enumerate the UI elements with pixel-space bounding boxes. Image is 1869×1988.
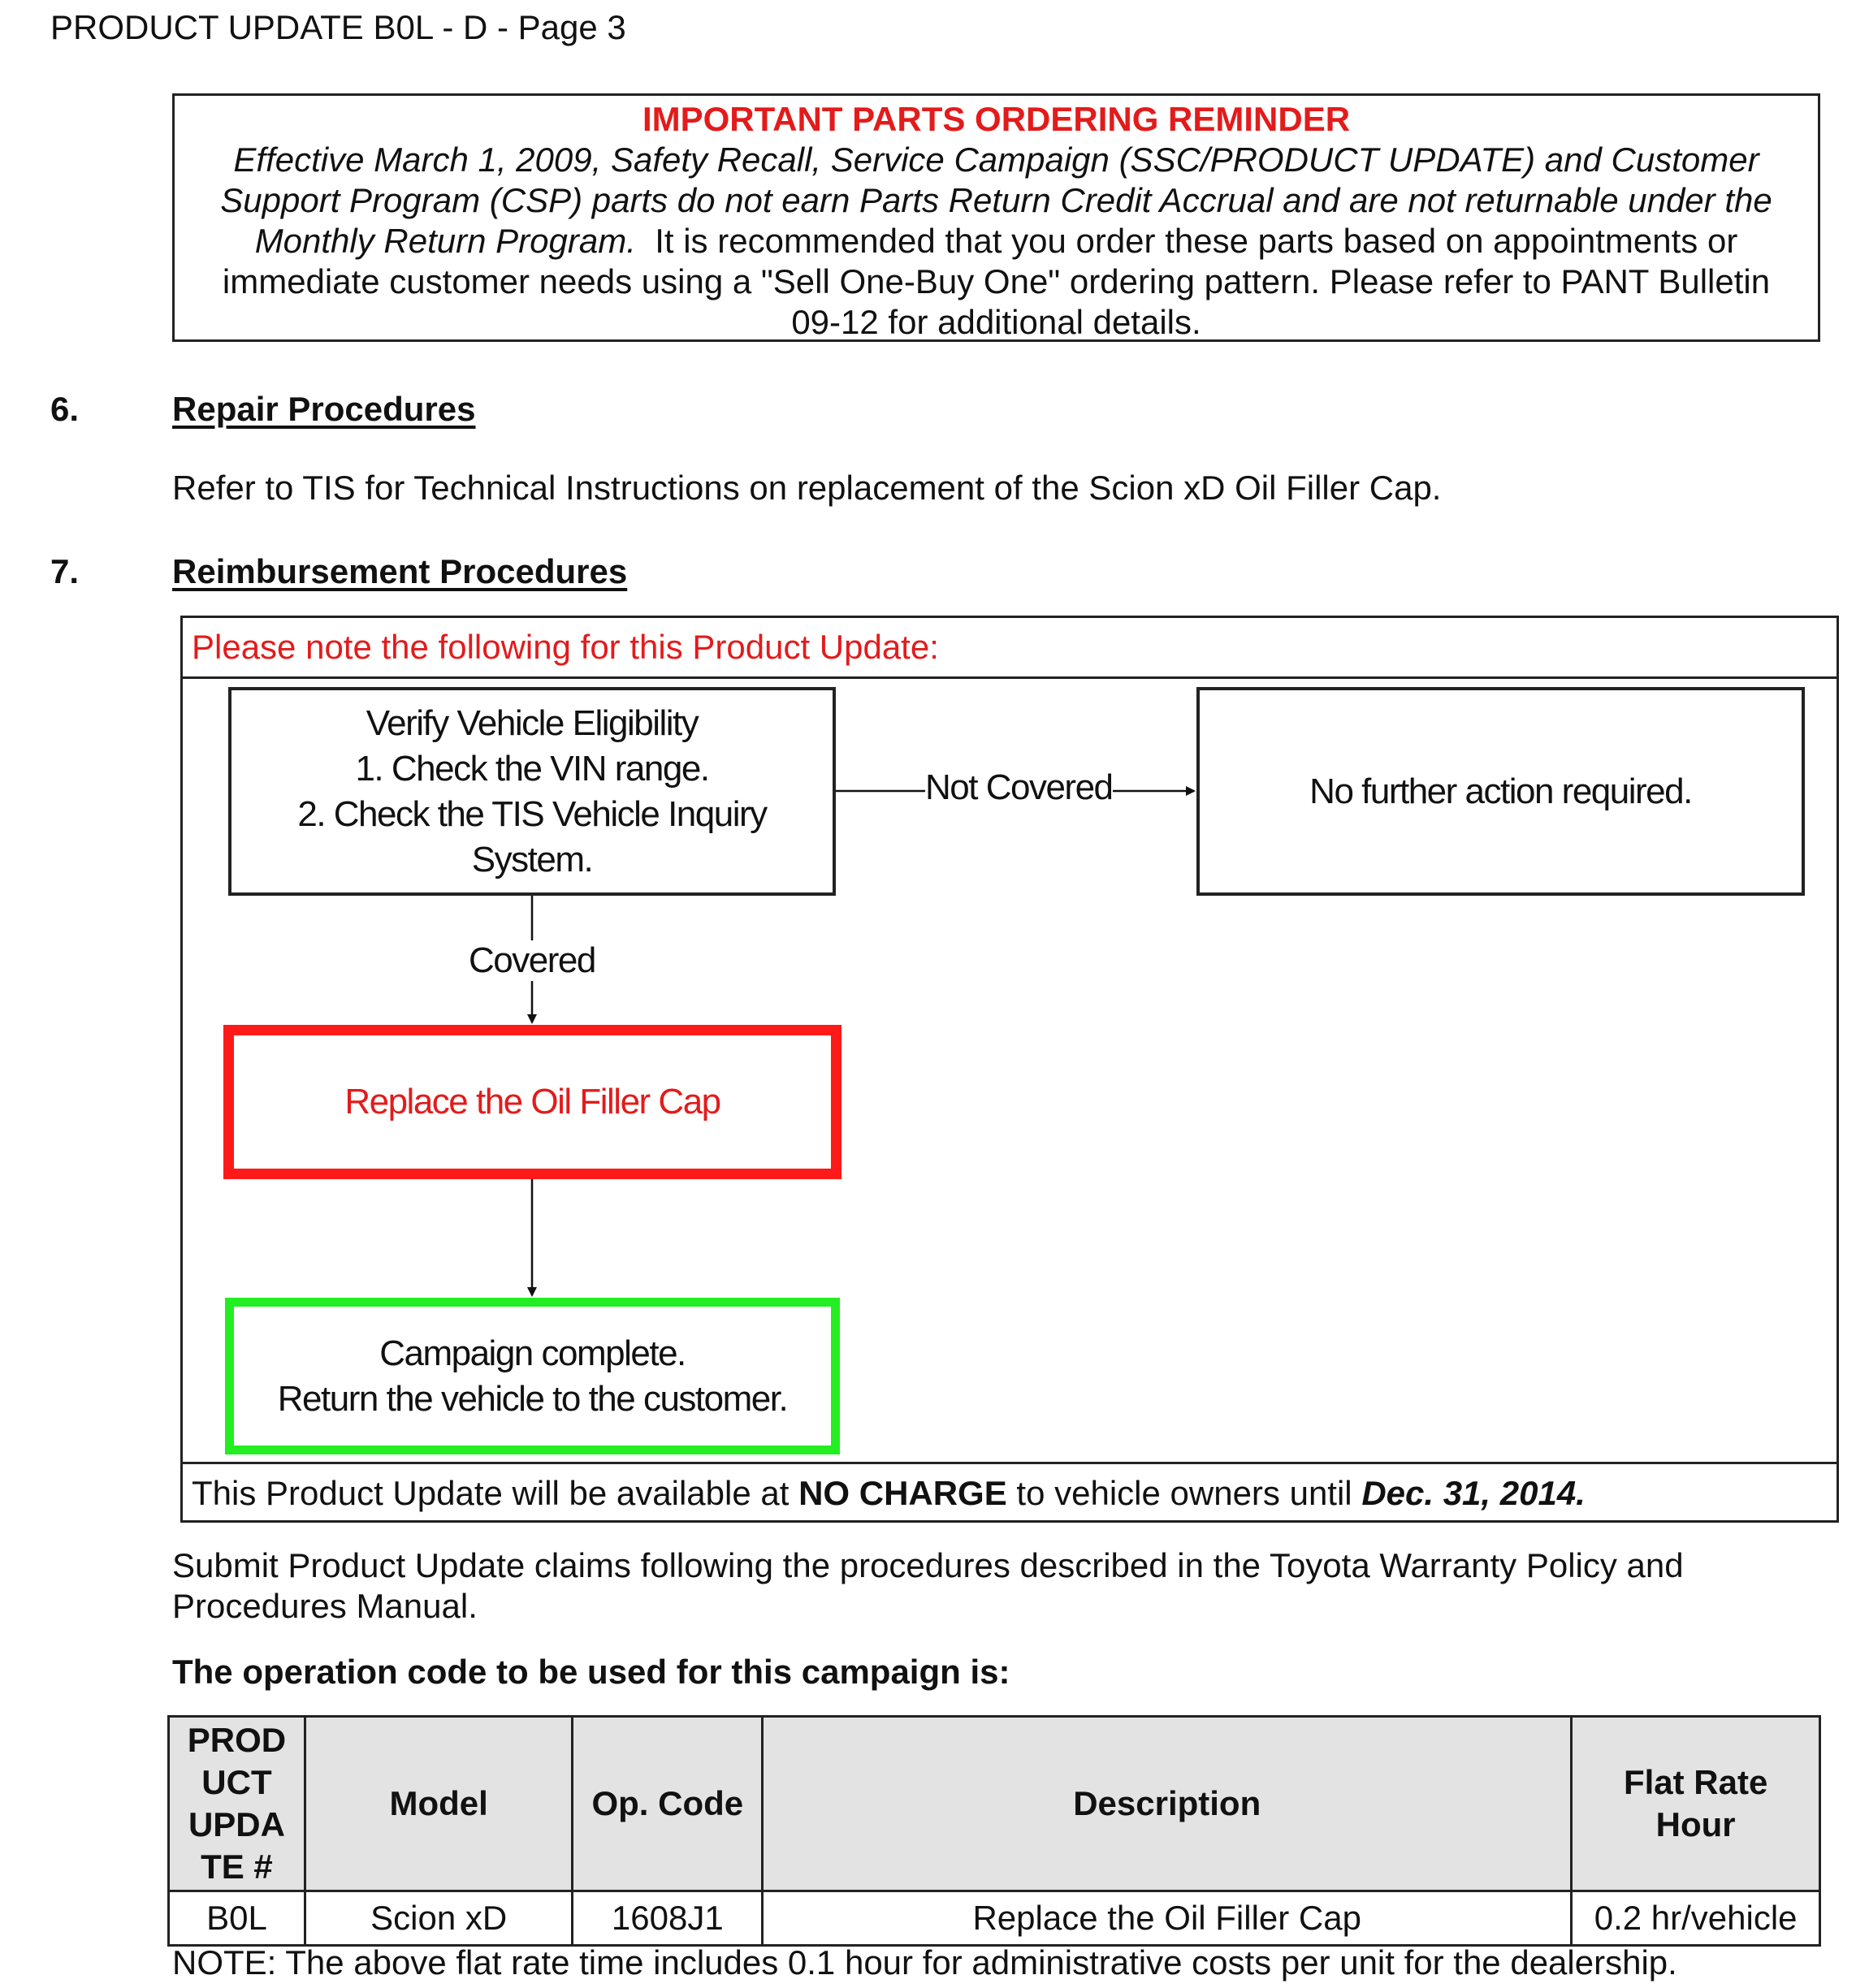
flat-rate-note: NOTE: The above flat rate time includes 0.1 hour for administrative costs per unit for the dealership. bbox=[172, 1943, 1677, 1982]
header-model: Model bbox=[305, 1717, 573, 1891]
verify-line-3: 2. Check the TIS Vehicle Inquiry bbox=[297, 793, 767, 834]
section-7-number: 7. bbox=[50, 552, 80, 590]
cell-model: Scion xD bbox=[305, 1891, 573, 1946]
section-6-text: Refer to TIS for Technical Instructions on replacement of the Scion xD Oil Filler Cap. bbox=[172, 469, 1442, 507]
header-description: Description bbox=[763, 1717, 1572, 1891]
no-charge-text: NO CHARGE bbox=[798, 1474, 1007, 1512]
verify-eligibility-box bbox=[228, 687, 836, 896]
verify-line-4: System. bbox=[471, 839, 593, 879]
reminder-line-1: Effective March 1, 2009, Safety Recall, Service Campaign (SSC/PRODUCT UPDATE) and Customer bbox=[233, 140, 1759, 179]
submit-claims-text: Submit Product Update claims following the procedures described in the Toyota Warranty Policy and Procedures Manual. bbox=[172, 1546, 1684, 1625]
cell-update: B0L bbox=[169, 1891, 305, 1946]
cell-op-code: 1608J1 bbox=[573, 1891, 763, 1946]
reminder-title: IMPORTANT PARTS ORDERING REMINDER bbox=[642, 100, 1351, 138]
flowchart-header: Please note the following for this Product Update: bbox=[180, 616, 1839, 679]
replace-text: Replace the Oil Filler Cap bbox=[344, 1082, 720, 1121]
not-covered-label: Not Covered bbox=[925, 767, 1113, 807]
reminder-line-2: Support Program (CSP) parts do not earn Parts Return Credit Accrual and are not returnable under the bbox=[220, 181, 1772, 219]
campaign-complete-box bbox=[225, 1298, 840, 1454]
complete-line-2: Return the vehicle to the customer. bbox=[277, 1378, 788, 1419]
page-header: PRODUCT UPDATE B0L - D - Page 3 bbox=[50, 8, 626, 46]
header-product-update: PROD UCT UPDA TE # bbox=[169, 1717, 305, 1891]
no-charge-notice: This Product Update will be available at NO CHARGE to vehicle owners until Dec. 31, 2014. bbox=[180, 1462, 1839, 1523]
reminder-line-5: 09-12 for additional details. bbox=[791, 303, 1201, 341]
section-6-number: 6. bbox=[50, 390, 80, 428]
operation-code-table bbox=[167, 1715, 1821, 1947]
verify-line-1: Verify Vehicle Eligibility bbox=[366, 702, 699, 743]
table-row bbox=[169, 1891, 1820, 1946]
replace-oil-filler-cap-box bbox=[223, 1025, 841, 1179]
reminder-line-3: Monthly Return Program. It is recommended that you order these parts based on appointments or bbox=[254, 222, 1738, 260]
header-flat-rate: Flat Rate Hour bbox=[1572, 1717, 1820, 1891]
reminder-line-4: immediate customer needs using a "Sell One-Buy One" ordering pattern. Please refer to PANT Bulletin bbox=[222, 262, 1771, 300]
expiry-date: Dec. 31, 2014. bbox=[1361, 1474, 1586, 1512]
table-header-row bbox=[169, 1717, 1820, 1891]
header-op-code: Op. Code bbox=[573, 1717, 763, 1891]
section-6-title: Repair Procedures bbox=[172, 390, 476, 428]
covered-label: Covered bbox=[469, 940, 595, 980]
cell-description: Replace the Oil Filler Cap bbox=[763, 1891, 1572, 1946]
section-7-title: Reimbursement Procedures bbox=[172, 552, 628, 590]
no-action-text: No further action required. bbox=[1309, 771, 1692, 811]
cell-flat-rate: 0.2 hr/vehicle bbox=[1572, 1891, 1820, 1946]
verify-line-2: 1. Check the VIN range. bbox=[355, 748, 709, 789]
complete-line-1: Campaign complete. bbox=[379, 1333, 686, 1373]
opcode-heading: The operation code to be used for this campaign is: bbox=[172, 1653, 1010, 1691]
no-action-box bbox=[1196, 687, 1805, 896]
